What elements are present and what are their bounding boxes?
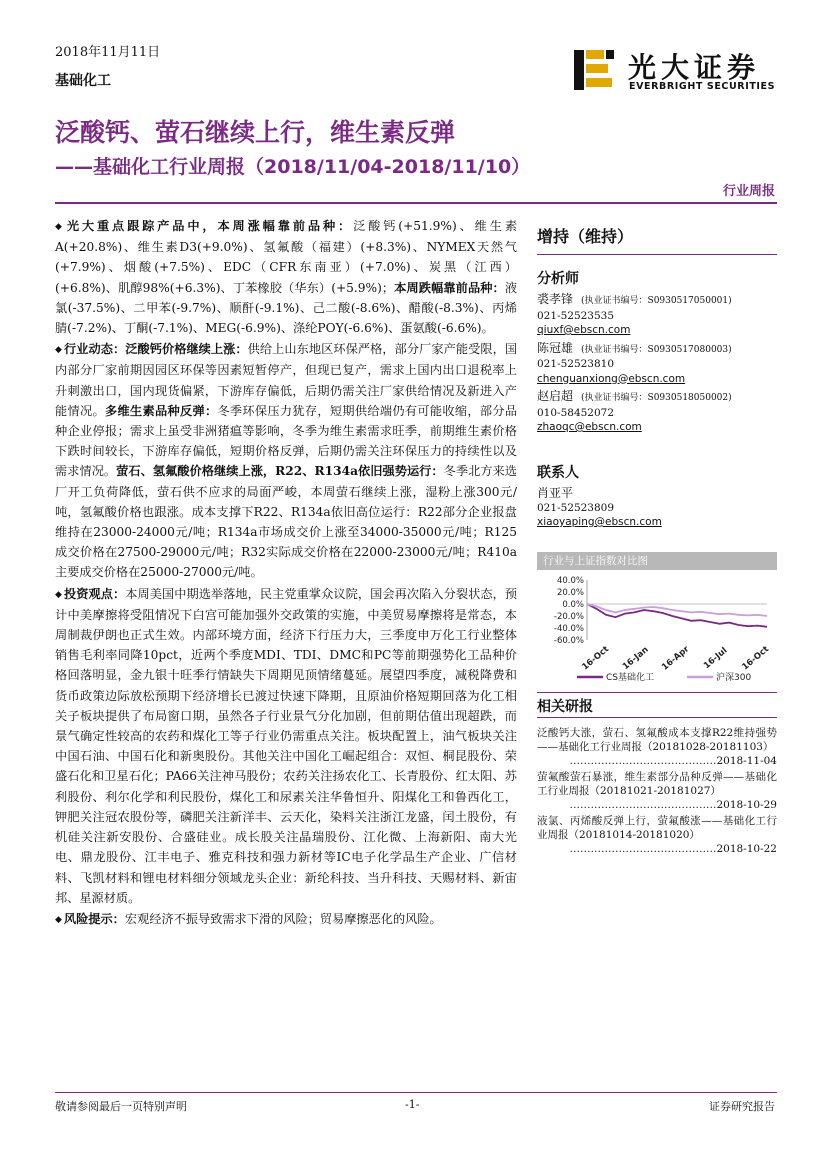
contact-name: 肖亚平 <box>537 486 574 500</box>
footer-report-type: 证券研究报告 <box>709 1100 775 1113</box>
y-tick-label: 40.0% <box>556 576 584 586</box>
main-text <box>55 216 517 931</box>
analyst-cert: (执业证书编号：S0930517050001) <box>581 296 732 306</box>
related-report-date: ……………………………………2018-10-29 <box>569 799 777 811</box>
legend-label: 沪深300 <box>716 673 752 683</box>
sector-label: 基础化工 <box>55 73 111 89</box>
contact-email[interactable]: xiaoyaping@ebscn.com <box>537 516 662 528</box>
related-report-title: 萤氟酸萤石暴涨，维生素部分品种反弹——基础化工行业周报（20181021-20181027） <box>537 771 777 797</box>
footer-disclaimer: 敬请参阅最后一页特别声明 <box>55 1100 187 1113</box>
analysts-heading: 分析师 <box>537 271 579 287</box>
series-line-1 <box>587 604 767 616</box>
page-number: -1- <box>405 1098 420 1111</box>
diamond-bullet-icon: ◆ <box>55 222 65 232</box>
related-report[interactable] <box>537 726 777 768</box>
p3-text: 本周美国中期选举落地，民主党重掌众议院，国会再次陷入分裂状态，预计中美摩擦将受阻情况下白宫可能加强外交政策的实施，中美贸易摩擦将是常态，本周制裁伊朗也正式生效。内部环境方面，经济下行压力大，三季度申万化工行业整体销售毛利率同降10pct，近两个季度MDI、TDI、DMC和PC等前期强势化工品种价格回落明显，金九银十旺季行情缺失下周期见顶情绪蔓延。展望四季度，减税降费和货币政策边际放松预期下经济增长已渡过快速下降期，且原油价格短期回落为化工相关子板块提供了布局窗口期，虽然各子行业景气分化加剧，但前期估值出现超跌，而景气确定性较高的农药和煤化工等子行业仍需重点关注。板块配置上，油气板块关注中国石油、中国石化和新奥股份。其他关注中国化工崛起组合：双恒、桐昆股份、荣盛石化和卫星石化；PA66关注神马股份；农药关注扬农化工、长青股份、红太阳、苏利股份、利尔化学和利民股份，煤化工和尿素关注华鲁恒升、阳煤化工和鲁西化工，钾肥关注冠农股份等，磷肥关注新洋丰、云天化，染料关注浙江龙盛，闰土股份，有机硅关注新安股份、合盛硅业。成长股关注晶瑞股份、江化微、上海新阳、南大光电、鼎龙股份、江丰电子、雅克科技和强力新材等IC电子化学品生产企业、广信材料、飞凯材料和锂电材料细分领域龙头企业：新纶科技、当升科技、天赐材料、新宙邦、星源材质。 <box>55 586 518 905</box>
rating: 增持（维持） <box>537 227 634 246</box>
x-tick-label: 16-Jul <box>701 645 730 672</box>
p2-heading-b: 多维生素品种反弹： <box>104 403 218 418</box>
analyst-email[interactable]: chenguanxiong@ebscn.com <box>537 372 686 385</box>
footer-divider <box>55 1092 777 1093</box>
diamond-bullet-icon: ◆ <box>55 589 62 600</box>
p1-heading: 光大重点跟踪产品中，本周涨幅靠前品种： <box>66 219 354 233</box>
p4-text: 宏观经济不振导致需求下滑的风险；贸易摩擦恶化的风险。 <box>124 911 442 926</box>
analyst-email[interactable]: zhaoqc@ebscn.com <box>537 421 642 433</box>
report-subtitle: ——基础化工行业周报（2018/11/04-2018/11/10） <box>55 156 531 178</box>
related-report-title: 液氯、丙烯酸反弹上行，萤氟酸涨——基础化工行业周报（20181014-20181020） <box>537 815 777 841</box>
y-tick-label: 20.0% <box>556 588 584 598</box>
y-tick-label: -20.0% <box>553 612 584 622</box>
p2-text-b: 冬季环保压力犹存，短期供给端仍有可能收缩，部分品种企业停报；需求上虽受非洲猪瘟等影响，冬季为维生素需求旺季，前期维生素价格下跌时间较长，下游库存偏低，短期价格反弹，后期仍需关注环保压力的持续性以及需求情况。 <box>55 403 518 479</box>
analyst-phone: 021-52523535 <box>537 309 615 322</box>
chart-divider <box>537 692 777 693</box>
y-tick-label: -60.0% <box>553 636 584 646</box>
chart-title: 行业与上证指数对比图 <box>537 552 777 570</box>
p1-heading-b: 本周跌幅靠前品种： <box>394 280 505 295</box>
p1-text-a: 泛酸钙(+51.9%)、维生素A(+20.8%)、维生素D3(+9.0%)、氢氟酸（福建）(+8.3%)、NYMEX天然气(+7.9%)、烟酸(+7.5%)、EDC（CFR东南亚）(+7.0%)、炭黑（江西）(+6.8%)、肌醇98%(+6.3%)、丁苯橡胶（华东）(+5.9%)； <box>55 219 518 295</box>
contact-block <box>537 486 777 530</box>
analyst-email[interactable]: qiuxf@ebscn.com <box>537 324 631 336</box>
contact-phone: 021-52523809 <box>537 501 615 514</box>
contacts-heading: 联系人 <box>537 465 579 481</box>
related-list <box>537 726 777 858</box>
p2-text-a: 供给上山东地区环保严格，部分厂家产能受限，国内部分厂家前期因园区环保等因素短暂停产，但现已复产，需求上国内出口退税率上升刺激出口，国内现货偏紧，下游库存偏低，后期仍需关注厂家供给情况及新进入产能情况。 <box>55 342 518 418</box>
analyst-cert: (执业证书编号：S0930518050002) <box>581 393 732 403</box>
header-divider <box>55 202 777 204</box>
y-tick-label: 0.0% <box>562 600 584 610</box>
analyst-entry <box>537 341 777 358</box>
paragraph-investment <box>55 584 517 908</box>
chart-canvas <box>537 570 777 684</box>
p4-heading: 风险提示： <box>63 911 125 926</box>
diamond-bullet-icon: ◆ <box>55 914 62 925</box>
related-heading: 相关研报 <box>537 699 593 715</box>
related-report[interactable] <box>537 814 777 856</box>
p2-heading: 行业动态：泛酸钙价格继续上涨： <box>63 342 248 357</box>
report-title: 泛酸钙、萤石继续上行，维生素反弹 <box>55 118 456 147</box>
analyst-name: 陈冠雄 <box>537 340 574 355</box>
comparison-chart <box>537 552 777 684</box>
related-divider <box>537 717 777 718</box>
report-type-label: 行业周报 <box>722 184 775 199</box>
x-tick-label: 16-Oct <box>580 644 612 673</box>
diamond-bullet-icon: ◆ <box>55 345 62 356</box>
related-report-date: ……………………………………2018-11-04 <box>569 755 777 767</box>
logo-text-en: EVERBRIGHT SECURITIES <box>629 81 776 92</box>
analyst-cert: (执业证书编号：S0930517080003) <box>581 344 732 355</box>
paragraph-industry <box>55 339 517 582</box>
related-report-title: 泛酸钙大涨，萤石、氢氟酸成本支撑R22维持强势——基础化工行业周报（20181028-20181103） <box>537 727 777 753</box>
p2-heading-c: 萤石、氢氟酸价格继续上涨，R22、R134a依旧强势运行： <box>116 464 444 479</box>
analyst-name: 赵启超 <box>537 389 574 403</box>
p3-heading: 投资观点： <box>63 586 126 601</box>
analyst-entry <box>537 389 777 406</box>
related-report-date: ……………………………………2018-10-22 <box>569 843 777 855</box>
p1-text-b: 液氯(-37.5%)、二甲苯(-9.7%)、顺酐(-9.1%)、己二酸(-8.6%)、醋酸(-8.3%)、丙烯腈(-7.2%)、丁酮(-7.1%)、MEG(-6.9%)、涤纶POY(-6.6%)、蛋氨酸(-6.6%)。 <box>55 280 518 336</box>
paragraph-products <box>55 216 517 338</box>
x-tick-label: 16-Oct <box>740 644 772 673</box>
everbright-logo-icon <box>572 46 622 94</box>
x-tick-label: 16-Jan <box>620 644 651 673</box>
related-report[interactable] <box>537 770 777 812</box>
paragraph-risk <box>55 909 517 930</box>
x-tick-label: 16-Apr <box>660 644 692 673</box>
logo-text-cn: 光大证券 <box>628 51 761 84</box>
y-tick-label: -40.0% <box>553 624 584 634</box>
analyst-phone: 010-58452072 <box>537 406 615 419</box>
analyst-name: 裘孝锋 <box>537 292 574 306</box>
legend-label: CS基础化工 <box>606 673 654 683</box>
rating-divider <box>537 254 777 255</box>
report-date: 2018年11月11日 <box>55 45 161 60</box>
p2-text-c: 冬季北方来选厂开工负荷降低，萤石供不应求的局面严峻，本周萤石继续上涨，湿粉上涨300元/吨，氢氟酸价格也跟涨。成本支撑下R22、R134a依旧高位运行：R22部分企业报盘维持在23000-24000元/吨；R134a市场成交价上涨至34000-35000元/吨；R125成交价格在27500-29000元/吨；R32实际成交价格在22000-23000元/吨；R410a主要成交价格在25000-27000元/吨。 <box>55 464 517 580</box>
analyst-phone: 021-52523810 <box>537 358 615 370</box>
analyst-entry <box>537 292 777 309</box>
analyst-list <box>537 292 777 435</box>
